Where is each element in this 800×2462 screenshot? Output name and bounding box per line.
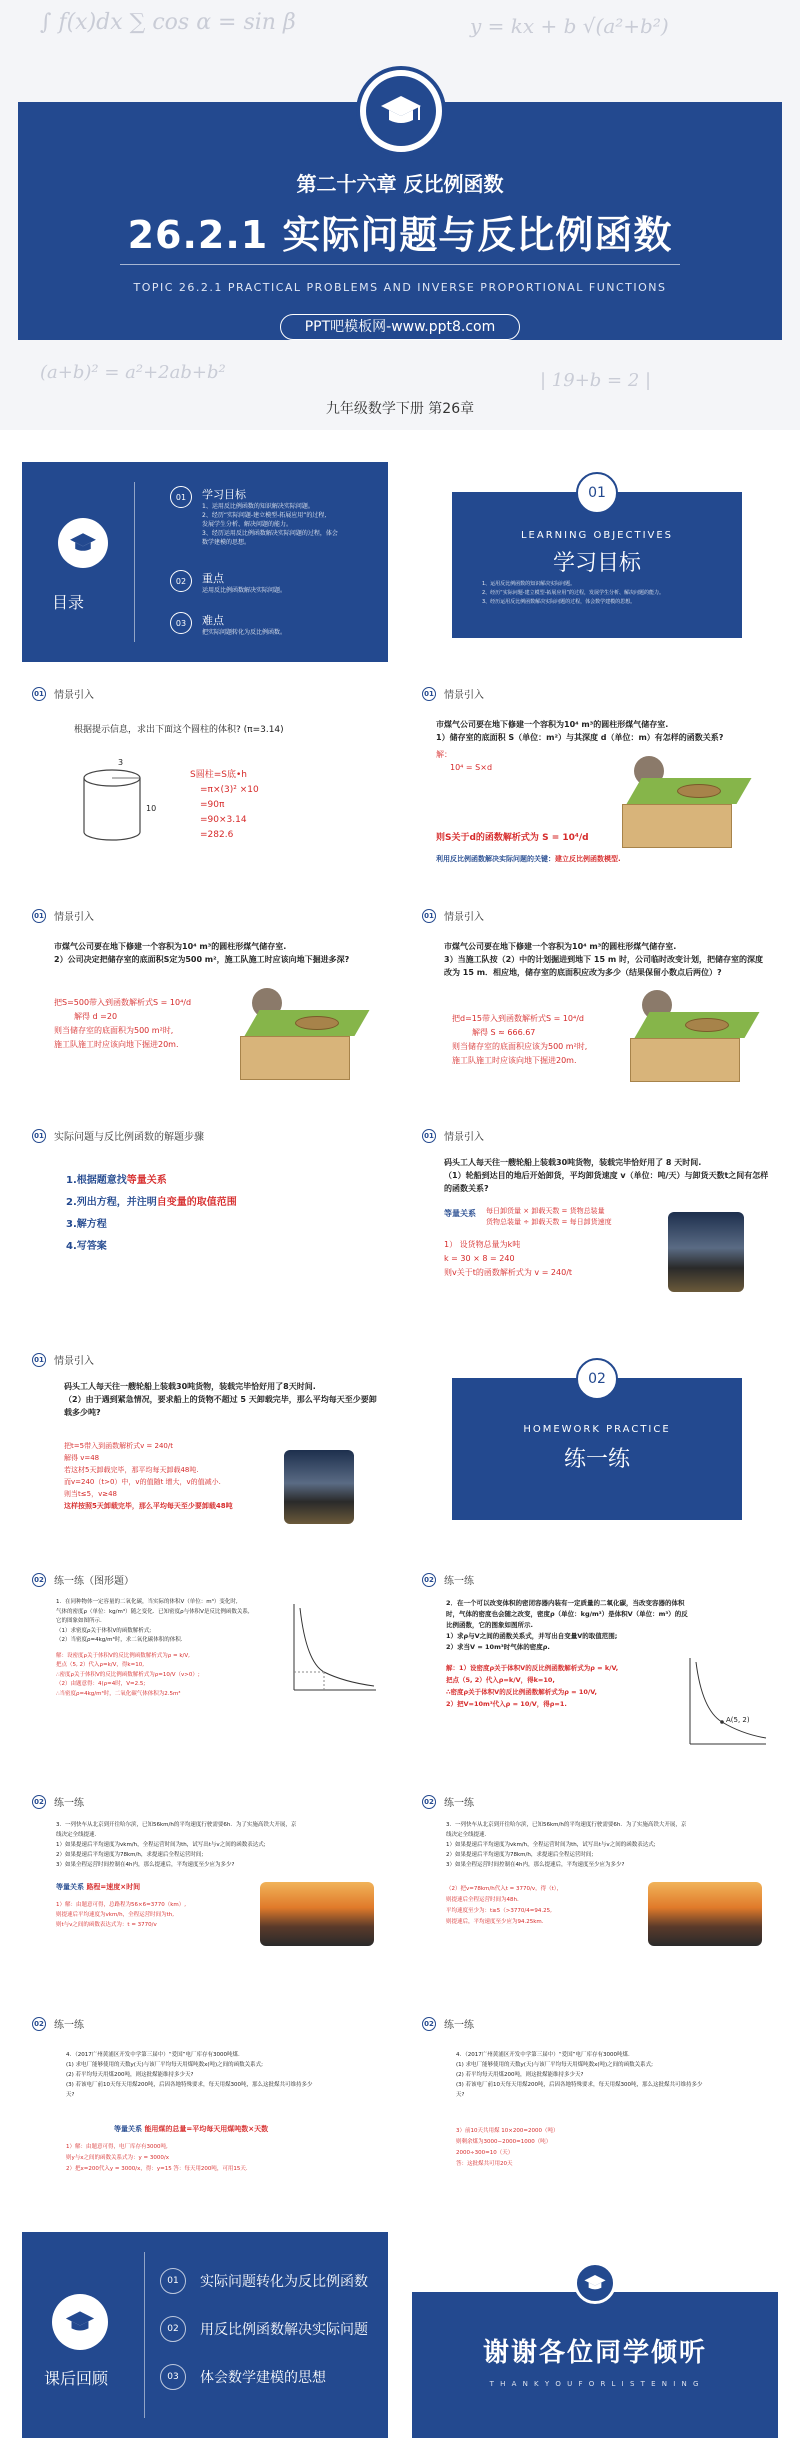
answer-line: k = 30 × 8 = 240 (444, 1254, 515, 1263)
answer-line: 则y与x之间的函数关系式为：y = 3000/x (66, 2155, 169, 2161)
toc-line: 3、经历运用反比例函数解决实际问题的过程，体会 (202, 530, 338, 537)
slide-header: 练一练 (444, 2020, 474, 2031)
slide-gas-storage-1 (412, 678, 782, 878)
hero-chapter: 第二十六章 反比例函数 (296, 172, 504, 196)
slide-header: 练一练（图形题） (54, 1576, 134, 1587)
slide-header: 情景引入 (444, 912, 484, 923)
answer-line: 解：设密度ρ关于体积V的反比例函数解析式为ρ = k/V, (56, 1652, 190, 1659)
question-text: 根据提示信息，求出下面这个圆柱的体积? (π=3.14) (74, 725, 284, 735)
problem-line: 2）求当V = 10m³时气体的密度ρ. (446, 1643, 550, 1651)
review-item-number: 03 (160, 2364, 186, 2390)
answer-line: 解得 v=48 (64, 1454, 100, 1462)
key-note: 利用反比例函数解决实际问题的关键： (436, 855, 555, 863)
objectives-slide (412, 462, 782, 662)
problem-line: (1) 求电厂能够使用的天数y(天)与该厂平均每天用煤吨数x(吨)之间的函数关系式; (456, 2062, 653, 2068)
problem-line: (3) 若该电厂前10天每天用煤200吨，后因各地特殊要求，每天用煤300吨，那么这批煤共可维持多少 (66, 2082, 313, 2088)
slide-train-1 (22, 1786, 392, 1986)
answer-line: 则S关于d的函数解析式为 (436, 833, 539, 843)
toc-item-difficulties[interactable] (170, 612, 286, 637)
slide-header: 练一练 (444, 1798, 474, 1809)
objectives-line: 1、运用反比例函数的知识解决实际问题。 (482, 581, 576, 587)
hero-divider (120, 264, 680, 265)
toc-divider (134, 482, 135, 642)
toc-item-number: 02 (170, 570, 192, 592)
slide-number: 01 (32, 1353, 46, 1367)
answer-line: 则v关于t的函数解析式为 v = 240/t (444, 1268, 573, 1277)
problem-line: 2）如果提速后平均速度为78km/h，求提速后全程运营时间; (56, 1852, 204, 1858)
slide-number: 01 (32, 909, 46, 923)
slide-number: 01 (422, 687, 436, 701)
slide-header: 情景引入 (54, 912, 94, 923)
relation-line: 货物总装量 ÷ 卸载天数 = 每日卸货速度 (486, 1218, 612, 1226)
problem-line: 气体的密度ρ（单位：kg/m³）随之变化．已知密度ρ与体积V是反比例函数关系, (56, 1608, 250, 1615)
slide-coal-1 (22, 2008, 392, 2208)
answer-line: ∴密度ρ关于体积V的反比例函数解析式为ρ=10/V（v>0）; (56, 1671, 200, 1678)
problem-line: 线决定全线提速. (56, 1832, 97, 1838)
relation-text: 能用煤的总量=平均每天用煤吨数×天数 (144, 2125, 269, 2133)
thanks-title: 谢谢各位同学倾听 (482, 2338, 707, 2368)
thanks-logo (574, 2262, 616, 2304)
point-label: A(5, 2) (726, 1716, 750, 1724)
final-answer: 这样按照5天卸载完毕，那么平均每天至少要卸载48吨 (64, 1502, 233, 1510)
relation-label: 等量关系 (444, 1209, 476, 1218)
section-number-badge: 01 (576, 472, 618, 514)
slide-coal-2 (412, 2008, 782, 2208)
slide-number: 01 (32, 1129, 46, 1143)
answer-line: 1）解：由题意可得，电厂库存有3000吨, (66, 2144, 168, 2150)
answer-line: 则当t≤5，v≥48 (64, 1490, 117, 1498)
answer-line: 把d=15带入到函数解析式S = 10⁴/d (452, 1014, 584, 1023)
problem-line: 天? (66, 2092, 75, 2098)
problem-line: (2) 若平均每天用煤200吨，则这批煤能维持多少天? (456, 2072, 584, 2078)
toc-line: 数学建模的思想。 (202, 539, 251, 546)
hero-grade: 九年级数学下册 第26章 (325, 401, 475, 417)
slide-solving-steps (22, 1120, 392, 1320)
graduation-cap-icon (583, 2274, 607, 2292)
answer-line: （2）把v=78km/h代入t = 3770/v，得（t）， (446, 1886, 563, 1892)
calc-step: =90×3.14 (200, 815, 247, 825)
problem-line: 天? (456, 2092, 465, 2098)
question-line: （1）轮船到达目的地后开始卸货，平均卸货速度 v（单位：吨/天）与卸货天数t之间有怎样的函数关系? (444, 1171, 769, 1193)
problem-line: 2）如果提速后平均速度为78km/h，求提速后全程运营时间; (446, 1852, 594, 1858)
slide-header: 情景引入 (444, 690, 484, 701)
toc-line: 2、经历“实际问题-建立模型-拓展应用”的过程, (202, 512, 327, 519)
review-item[interactable] (160, 2268, 368, 2294)
cylinder-diagram (76, 760, 156, 850)
hero-logo (356, 66, 446, 156)
harbor-photo (668, 1212, 744, 1292)
slide-cylinder (22, 678, 392, 878)
answer-line: 把点（5, 2）代入ρ=k/V，得k=10, (56, 1662, 144, 1668)
step-item (66, 1214, 237, 1236)
question-line: 2）公司决定把储存室的底面积S定为500 m²，施工队施工时应该向地下掘进多深? (54, 955, 350, 964)
review-divider (144, 2252, 145, 2418)
answer-line: 解得 S ≈ 666.67 (472, 1028, 536, 1037)
section-number-badge: 02 (576, 1358, 618, 1400)
answer-line: 若这材5天卸载完毕，那平均每天卸载48吨. (64, 1466, 199, 1474)
review-item[interactable] (160, 2316, 368, 2342)
question-line: 码头工人每天往一艘轮船上装载30吨货物，装载完毕恰好用了8天时间. (64, 1382, 316, 1391)
answer-line: 3）前10天共用煤 10×200=2000（吨） (456, 2128, 559, 2134)
slide-train-2 (412, 1786, 782, 1986)
hero-background: ∫ f(x)dx ∑ cos α = sin β y = kx + b √(a²+b²) (a+b)² = a²+2ab+b² | 19+b = 2 | (0, 0, 800, 430)
answer-line: 1）解：由题意可得，总路程为56×6=3770（km）, (56, 1902, 187, 1908)
step-item (66, 1236, 237, 1258)
slide-unloading-1 (412, 1120, 782, 1320)
step-highlight: 等量关系 (126, 1175, 167, 1186)
step-item (66, 1192, 237, 1214)
answer-line: 把点（5, 2）代入ρ=k/V，得k=10, (446, 1676, 555, 1684)
graduation-cap-icon (64, 2310, 96, 2334)
question-line: （2）由于遇到紧急情况，要求船上的货物不超过 5 天卸载完毕，那么平均每天至少要卸载多少吨? (64, 1395, 377, 1417)
slide-number: 02 (422, 1573, 436, 1587)
question-line: 3）当施工队按（2）中的计划掘进到地下 15 m 时，公司临时改变计划，把储存室的深度改为 15 m．相应地，储存室的底面积应改为多少（结果保留小数点后两位）? (444, 955, 763, 977)
toc-line: 运用反比例函数解决实际问题。 (202, 587, 287, 594)
answer-line: ∴密度ρ关于体积V的反比例函数解析式为ρ = 10/V, (446, 1688, 597, 1696)
problem-line: 它的图象如图所示. (56, 1618, 102, 1624)
answer-line: 则提速后全程运营时间为48h. (446, 1897, 519, 1903)
answer-line: 施工队施工时应该向地下掘进20m. (452, 1056, 577, 1065)
harbor-photo (284, 1450, 354, 1524)
practice-zh: 练一练 (563, 1447, 630, 1472)
relation-line: 每日卸货量 × 卸载天数 = 货物总装量 (486, 1207, 605, 1215)
answer-line: 10⁴ = S×d (450, 763, 493, 772)
problem-line: 3）如果全程运营时间控制在4h内，那么提速后，平均速度至少应为多少? (56, 1862, 235, 1868)
answer-line: 2000÷300=10（天） (456, 2150, 514, 2156)
answer-line: 答：这批煤共可用20天 (456, 2161, 513, 2167)
hero-topic: TOPIC 26.2.1 PRACTICAL PROBLEMS AND INVERSE PROPORTIONAL FUNCTIONS (133, 281, 667, 294)
storage-pit-diagram (630, 1012, 740, 1082)
thanks-subtitle: T H A N K Y O U F O R L I S T E N I N G (489, 2380, 701, 2388)
review-item-number: 01 (160, 2268, 186, 2294)
step-highlight: 自变量的取值范围 (156, 1197, 237, 1208)
step-text: 4.写答案 (66, 1241, 107, 1252)
train-photo (648, 1882, 762, 1946)
slide-header: 练一练 (54, 1798, 84, 1809)
objectives-line: 2、经历“实际问题-建立模型-拓展应用”的过程，发展学生分析、解决问题的能力。 (482, 590, 664, 596)
question-line: 1）储存室的底面积 S（单位：m²）与其深度 d（单位：m）有怎样的函数关系? (436, 733, 724, 742)
height-label: 10 (146, 804, 157, 813)
answer-line: 则剩余煤为3000−2000=1000（吨） (456, 2139, 552, 2145)
problem-line: (1) 求电厂能够使用的天数y(天)与该厂平均每天用煤吨数x(吨)之间的函数关系式; (66, 2062, 263, 2068)
question-line: 市煤气公司要在地下修建一个容积为10⁴ m³的圆柱形煤气储存室. (444, 942, 677, 951)
problem-line: 4．（2017广州黄浦区开发中学第三届中）“爱国”电厂库存有3000吨煤. (456, 2052, 630, 2058)
problem-line: 1）如果提速后平均速度为vkm/h，全程运营时间为th，试写出t与v之间的函数表达式; (56, 1842, 266, 1848)
calc-step: S圆柱=S底•h (190, 770, 247, 780)
problem-line: 1．在同种物体一定容量的二氧化碳，当实际的体积V（单位：m³）变化时, (56, 1599, 238, 1605)
problem-line: (2) 若平均每天用煤200吨，则这批煤能维持多少天? (66, 2072, 194, 2078)
slide-header: 练一练 (54, 2020, 84, 2031)
slide-practice-graph-1 (22, 1564, 392, 1764)
question-line: 码头工人每天往一艘轮船上装载30吨货物，装载完毕恰好用了 8 天时间. (444, 1158, 702, 1167)
answer-line: 则当储存室的底面积应该为500 m²时, (452, 1042, 588, 1051)
slide-header: 情景引入 (54, 1356, 94, 1367)
step-item (66, 1170, 237, 1192)
calc-step: =90π (200, 800, 225, 810)
inverse-curve-graph (680, 1654, 770, 1754)
slide-number: 02 (422, 2017, 436, 2031)
slide-header: 练一练 (444, 1576, 474, 1587)
problem-line: 4．（2017广州黄浦区开发中学第三届中）“爱国”电厂库存有3000吨煤. (66, 2052, 240, 2058)
radius-label: 3 (118, 758, 124, 767)
thanks-slide (412, 2232, 778, 2438)
toc-slide (22, 462, 388, 662)
slide-gas-storage-3 (412, 900, 782, 1100)
review-title: 课后回顾 (44, 2369, 109, 2388)
review-logo (52, 2294, 108, 2350)
relation-text: 路程=速度×时间 (86, 1883, 141, 1891)
answer-line: （2）由题意得：4(ρ=4时，V=2.5; (56, 1681, 146, 1687)
hero-title: 26.2.1 实际问题与反比例函数 (127, 213, 673, 257)
slide-number: 02 (32, 2017, 46, 2031)
step-text: 2.列出方程，并注明 (66, 1197, 157, 1208)
site-link[interactable]: PPT吧模板网-www.ppt8.com (280, 314, 520, 340)
toc-item-title: 重点 (202, 572, 224, 585)
answer-line: 把t=5带入到函数解析式v = 240/t (64, 1442, 173, 1450)
toc-item-number: 01 (170, 486, 192, 508)
toc-item-key-points[interactable] (170, 570, 286, 595)
problem-line: 2．在一个可以改变体积的密闭容器内装有一定质量的二氧化碳，当改变容器的体积 (446, 1599, 685, 1607)
toc-logo (58, 518, 108, 568)
toc-item-number: 03 (170, 612, 192, 634)
problem-line: 1）如果提速后平均速度为vkm/h，全程运营时间为th，试写出t与v之间的函数表达式; (446, 1842, 656, 1848)
problem-line: 3．一列快车从北京到开往哈尔滨，已知56km/h的平均速度行驶需要6h．为了实施高铁大开展，京 (446, 1822, 687, 1828)
inverse-curve-graph (284, 1600, 380, 1700)
problem-line: 比例函数，它的图象如图所示. (446, 1621, 533, 1629)
review-item-text: 用反比例函数解决实际问题 (200, 2322, 368, 2338)
answer-line: 解得 d =20 (74, 1012, 118, 1021)
graduation-cap-icon (68, 532, 98, 554)
slide-header: 实际问题与反比例函数的解题步骤 (54, 1132, 204, 1143)
question-line: 市煤气公司要在地下修建一个容积为10⁴ m³的圆柱形煤气储存室. (54, 942, 287, 951)
slide-header: 情景引入 (444, 1132, 484, 1143)
objectives-en: LEARNING OBJECTIVES (520, 530, 674, 541)
key-note-highlight: 建立反比例函数模型. (555, 855, 621, 863)
slide-number: 02 (422, 1795, 436, 1809)
answer-line: 而v=240（t>0）中，v的值随t 增大，v的值减小. (64, 1478, 221, 1486)
answer-line: 平均速度至少为：t≥5（>3770/4=94.25, (446, 1908, 552, 1914)
answer-line: 1） 设货物总量为k吨 (444, 1240, 521, 1249)
slide-number: 02 (32, 1573, 46, 1587)
review-item-text: 实际问题转化为反比例函数 (200, 2274, 368, 2290)
answer-line: 2）把V=10m³代入ρ = 10/V，得ρ=1. (446, 1700, 567, 1708)
problem-line: 时，气体的密度也会随之改变，密度ρ（单位：kg/m³）是体积V（单位：m³）的反 (446, 1610, 688, 1618)
slide-practice-graph-2 (412, 1564, 782, 1764)
slide-number: 01 (422, 1129, 436, 1143)
toc-item-title: 难点 (202, 614, 224, 627)
relation-label: 等量关系 (56, 1883, 84, 1891)
graduation-cap-icon (379, 94, 423, 128)
problem-line: （2）当密度ρ=4kg/m³时，求二氧化碳体积的体积. (56, 1637, 183, 1643)
train-photo (260, 1882, 374, 1946)
slide-number: 02 (32, 1795, 46, 1809)
formula: S = 10⁴/d (542, 833, 589, 843)
practice-slide (412, 1344, 782, 1544)
toc-item-title: 学习目标 (202, 488, 246, 501)
step-text: 3.解方程 (66, 1219, 107, 1230)
answer-line: 则当储存室的底面积为500 m²时, (54, 1026, 174, 1035)
calc-step: =282.6 (200, 830, 234, 840)
problem-line: (3) 若该电厂前10天每天用煤200吨，后因各地特殊要求，每天用煤300吨，那么这批煤共可维持多少 (456, 2082, 703, 2088)
review-item[interactable] (160, 2364, 326, 2390)
answer-line: 则t与v之间的函数表达式为：t = 3770/v (56, 1922, 157, 1928)
answer-line: 则提速后，平均速度至少应为94.25km. (446, 1919, 544, 1925)
step-text: 1.根据题意找 (66, 1175, 127, 1186)
answer-line: ∴当密度ρ=4kg/m³时，二氧化碳气体体积为2.5m³ (56, 1690, 181, 1697)
practice-en: HOMEWORK PRACTICE (523, 1424, 671, 1435)
slide-number: 01 (32, 687, 46, 701)
answer-line: 施工队施工时应该向地下掘进20m. (54, 1040, 179, 1049)
answer-line: 把S=500带入到函数解析式S = 10⁴/d (54, 998, 192, 1007)
toc-item-objectives[interactable] (170, 486, 338, 547)
answer-line: 2）把x=200代入y = 3000/x，得：y=15 答：每天用200吨，可用15天. (66, 2166, 248, 2172)
problem-line: 3）如果全程运营时间控制在4h内，那么提速后，平均速度至少应为多少? (446, 1862, 625, 1868)
answer-line: 则提速后平均速度为vkm/h，全程运营时间为th, (56, 1912, 175, 1918)
review-item-text: 体会数学建模的思想 (200, 2370, 326, 2386)
slide-gas-storage-2 (22, 900, 392, 1100)
slide-number: 01 (422, 909, 436, 923)
answer-label: 解： (436, 750, 452, 759)
review-item-number: 02 (160, 2316, 186, 2342)
problem-line: 3．一列快车从北京到开往哈尔滨，已知56km/h的平均速度行驶需要6h．为了实施高铁大开展，京 (56, 1822, 297, 1828)
calc-step: =π×(3)² ×10 (200, 785, 259, 795)
slide-header: 情景引入 (54, 690, 94, 701)
problem-line: （1）求密度ρ关于体积V的函数解析式; (56, 1627, 152, 1634)
toc-line: 发展学生分析、解决问题的能力。 (202, 521, 293, 528)
objectives-line: 3、经历运用反比例函数解决实际问题的过程，体会数学建模的思想。 (482, 599, 636, 605)
problem-line: 1）求ρ与V之间的函数关系式，并写出自变量V的取值范围; (446, 1632, 618, 1640)
relation-label: 等量关系 (114, 2125, 142, 2133)
toc-line: 1、运用反比例函数的知识解决实际问题。 (202, 503, 314, 510)
problem-line: 线决定全线提速. (446, 1832, 487, 1838)
toc-line: 把实际问题转化为反比例函数。 (202, 629, 287, 636)
question-line: 市煤气公司要在地下修建一个容积为10⁴ m³的圆柱形煤气储存室. (436, 720, 669, 729)
storage-pit-diagram (622, 778, 732, 848)
storage-pit-diagram (240, 1010, 350, 1080)
objectives-zh: 学习目标 (552, 551, 641, 576)
slide-unloading-2 (22, 1344, 392, 1544)
answer-line: 解：1）设密度ρ关于体积V的反比例函数解析式为ρ = k/V, (446, 1664, 619, 1672)
toc-title: 目录 (52, 593, 85, 612)
